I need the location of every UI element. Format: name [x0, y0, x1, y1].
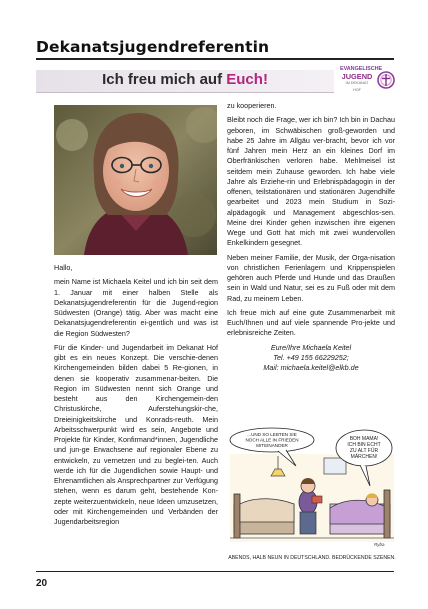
bubble-left-line3: MITEINANDER	[256, 443, 288, 448]
paragraph-greeting: Hallo,	[54, 263, 73, 272]
section-title: Dekanatsjugendreferentin	[36, 38, 270, 56]
signature-mail[interactable]: Mail: michaela.keitel@elkb.de	[263, 362, 359, 372]
footer-rule	[36, 571, 394, 572]
logo-line1: EVANGELISCHE	[340, 66, 383, 72]
paragraph-about-me: Bleibt noch die Frage, wer ich bin? Ich bin in Dachau geboren, im Schwäbischen groß-geworden und habe 25 Jahre im Allgäu ver-bracht, bevor ich vor fünf Jahren mein Herz an ein kleines Dorf im Oberfränkischen verloren habe. Mehlmeisel ist seitdem mein Zuhause geworden. Ich habe viele Jahre als Erziehe-rin und Erlebnispädagogin in der offenen, teilstationären und stationären Jugendhilfe gearbeitet und 2023 mein Studium in Sozi-alpädagogik und Management abgeschlos-sen. Meine drei Kinder gehen inzwischen ihre eigenen Wege und Gott hat mich mit zwei wundervollen Enkelkindern gesegnet.	[227, 115, 395, 248]
logo	[340, 64, 396, 98]
signature-block	[227, 343, 395, 373]
logo-line4: HOF	[352, 88, 361, 92]
signature-phone: Tel. +49 155 66229252;	[273, 352, 349, 362]
article-left-column	[54, 263, 218, 531]
cross-ring-icon	[376, 68, 396, 92]
cartoon-signature: Ryba	[374, 542, 385, 547]
bubble-left-line1: ...UND SO LEBTEN SIE	[247, 432, 297, 437]
logo-line3: IM DEKANAT	[345, 81, 369, 85]
logo-text	[340, 66, 383, 94]
bubble-right-line4: MÄRCHEN!	[350, 454, 378, 460]
portrait-photo	[54, 105, 217, 255]
paragraph-intro: mein Name ist Michaela Keitel und ich bin seit dem 1. Januar mit einer halben Stelle als Dekanatsjugendreferentin für die Jugend-region Südwesten (Orange) tätig. Aber was macht eine Dekanatsjugendreferentin ei-gentlich und was ist die Region Südwesten?	[54, 277, 218, 338]
paragraph-concept: Für die Kinder- und Jugendarbeit im Dekanat Hof gibt es ein neues Konzept. Die verschie-denen Kirchengemeinden bilden dabei 5 Re-gionen, in denen sie kooperativ zusammenar-beiten. Die Region im Südwesten nennt sich Orange und besteht aus den Kirchengemein-den Christuskirche, Auferstehungskir-che, Dreieinigkeitskirche und Konrads-reuth. Mein Arbeitsschwerpunkt wird es sein, Angebote und Projekte für Kinder, Konfirmand*innen, Jugendliche und jun-ge Erwachsene auf regionaler Ebene zu entwickeln, zu vernetzen und zu beglei-ten. Auch werde ich für die Jugendlichen sowie Haupt- und Ehrenamtlichen als Ansprechpartner zur Verfügung stehen, wenn es darum geht, bestehende Kon-zepte weiterzuentwickeln, neue Ideen umzusetzen, oder mit Kirchengemeinden und Verbänden der Jugendarbeitsregion	[54, 342, 218, 526]
headline-main: Ich freu mich auf	[102, 71, 227, 88]
page-number: 20	[36, 578, 48, 589]
paragraph-continued: zu kooperieren.	[227, 101, 277, 110]
logo-line2: JUGEND	[341, 72, 373, 81]
cartoon-caption: ABENDS, HALB NEUN IN DEUTSCHLAND. BEDRÜCKENDE SZENEN.	[228, 555, 396, 561]
cartoon-illustration	[226, 426, 398, 564]
headline	[36, 71, 334, 88]
headline-banner	[36, 70, 334, 93]
bubble-right-line3: ZU ALT FÜR	[349, 448, 379, 454]
headline-accent: Euch!	[226, 71, 268, 88]
paragraph-closing: Ich freue mich auf eine gute Zusammenarbeit mit Euch/Ihnen und auf viele spannende Pro-jekte und erlebnisreiche Zeiten.	[227, 307, 395, 338]
paragraph-hobbies: Neben meiner Familie, der Musik, der Orga-nisation von christlichen Ferienlagern und Krippenspielen gehören auch Pferde und Hunde und das Draußen sein in Wald und Natur, sei es zu Fuß oder mit dem Rad, zu meinem Leben.	[227, 252, 395, 303]
bubble-right-line2: ICH BIN ECHT	[347, 442, 381, 448]
bubble-left-line2: NOCH ALLE IN FRIEDEN	[245, 437, 299, 443]
title-rule	[36, 58, 394, 60]
article-right-column	[227, 101, 395, 373]
signature-name: Eure/Ihre Michaela Keitel	[270, 342, 352, 352]
bubble-right-line1: BOH MAMA!	[349, 436, 379, 442]
